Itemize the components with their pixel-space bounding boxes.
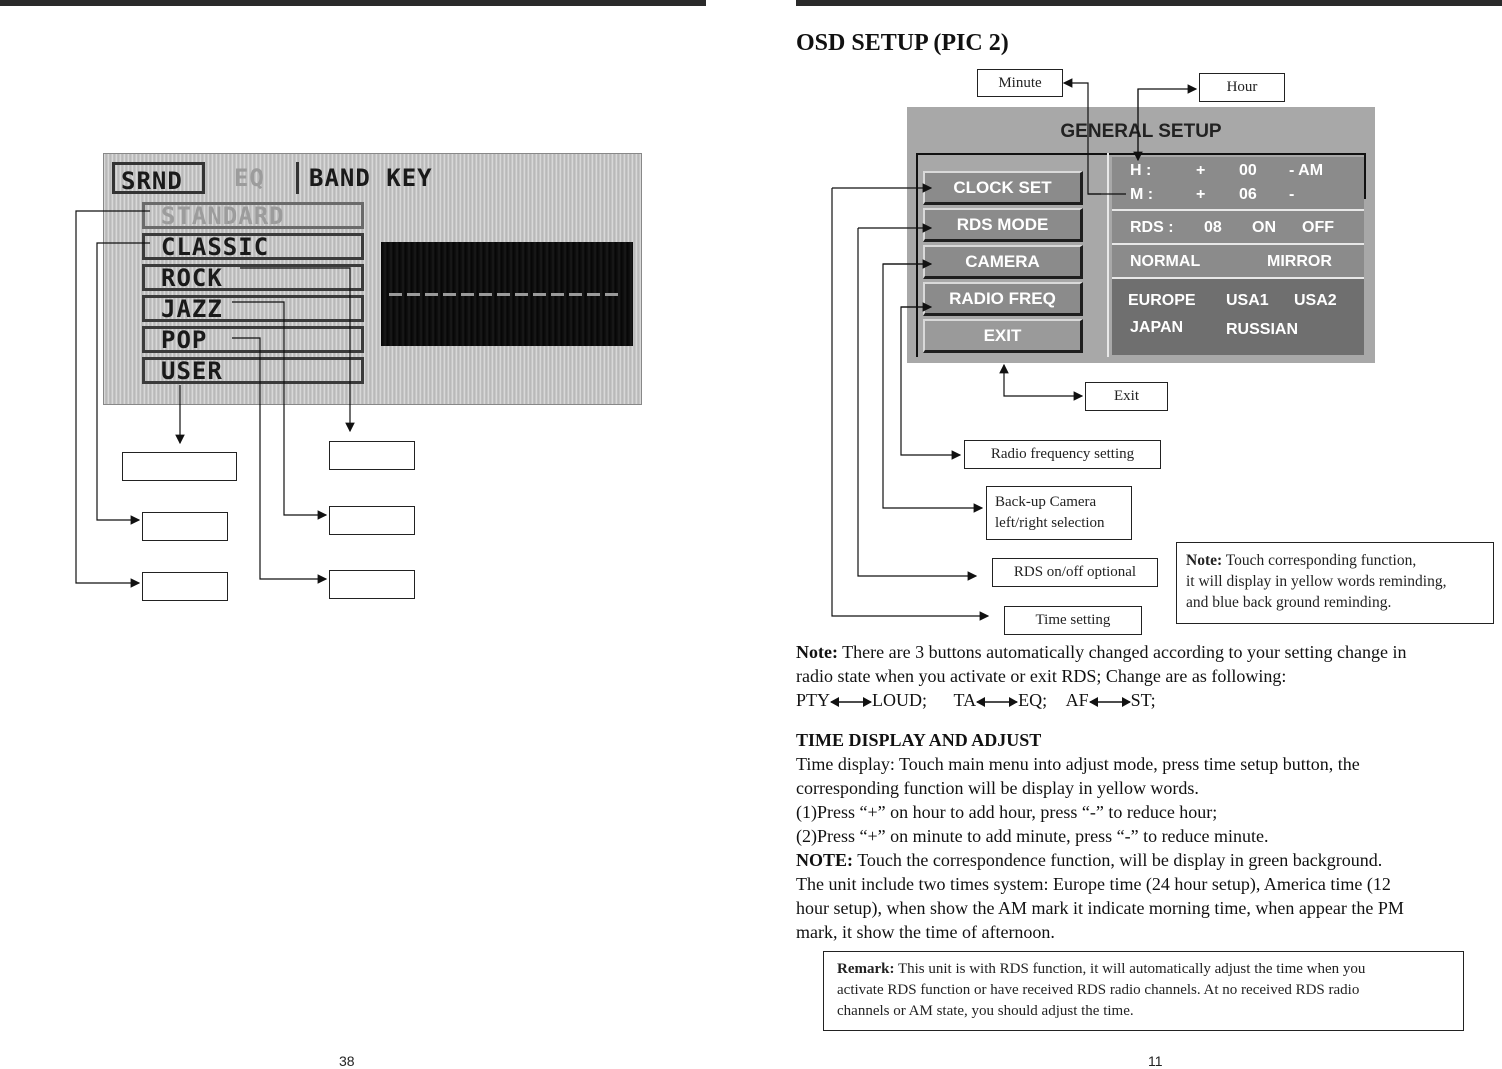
hour-minus-am[interactable]: - AM xyxy=(1289,162,1324,179)
rds-label: RDS : xyxy=(1130,219,1174,236)
time-line4: (2)Press “+” on minute to add minute, press “-” to reduce minute. xyxy=(796,826,1269,846)
camera-normal-button[interactable]: NORMAL xyxy=(1130,253,1201,270)
remark-line2: activate RDS function or have received RDS radio channels. At no received RDS radio xyxy=(837,982,1360,998)
eq-preset-pop[interactable]: POP xyxy=(142,326,364,353)
hour-plus-button[interactable]: + xyxy=(1196,162,1206,179)
time-section-heading: TIME DISPLAY AND ADJUST xyxy=(796,730,1042,750)
note-label: Note: xyxy=(796,642,838,662)
eq-preset-rock[interactable]: ROCK xyxy=(142,264,364,291)
camera-mirror-button[interactable]: MIRROR xyxy=(1267,253,1332,270)
time-line5 xyxy=(796,848,1496,872)
callout-minute: Minute xyxy=(977,69,1063,97)
time-note-label: NOTE: xyxy=(796,850,854,870)
eq-preset-jazz[interactable]: JAZZ xyxy=(142,295,364,322)
rds-on-button[interactable]: ON xyxy=(1252,219,1276,236)
general-setup-title: GENERAL SETUP xyxy=(1060,121,1222,142)
page-number-right: 11 xyxy=(1148,1053,1163,1069)
remark-box xyxy=(823,951,1464,1031)
note-line1 xyxy=(796,640,1496,664)
tab-band-key[interactable]: BAND KEY xyxy=(296,162,433,194)
touch-note-label: Note: xyxy=(1186,552,1223,569)
double-arrow-icon xyxy=(1089,697,1131,707)
touch-note-line3: and blue back ground reminding. xyxy=(1186,594,1392,611)
time-line3: (1)Press “+” on hour to add hour, press “-” to reduce hour; xyxy=(796,802,1218,822)
pair-st: ST; xyxy=(1130,690,1156,710)
remark-label: Remark: xyxy=(837,961,895,977)
minute-label: M : xyxy=(1130,186,1154,203)
minute-value: 06 xyxy=(1239,186,1257,203)
callout-camera-line2: left/right selection xyxy=(995,515,1105,531)
hour-value: 00 xyxy=(1239,162,1257,179)
radio-freq-button[interactable]: RADIO FREQ xyxy=(923,282,1083,316)
minute-plus-button[interactable]: + xyxy=(1196,186,1206,203)
callout-camera-line1: Back-up Camera xyxy=(995,494,1097,510)
page-heading: OSD SETUP (PIC 2) xyxy=(796,30,1009,56)
time-line2: corresponding function will be display in yellow words. xyxy=(796,778,1199,798)
time-line7: hour setup), when show the AM mark it indicate morning time, when appear the PM xyxy=(796,898,1404,918)
pair-pty: PTY xyxy=(796,690,831,710)
rds-mode-button[interactable]: RDS MODE xyxy=(923,208,1083,242)
callout-exit: Exit xyxy=(1085,382,1168,411)
time-line6: The unit include two times system: Europe time (24 hour setup), America time (12 xyxy=(796,874,1391,894)
note-text1: There are 3 buttons automatically changed according to your setting change in xyxy=(837,642,1407,662)
pair-ta: TA xyxy=(953,690,977,710)
exit-button[interactable]: EXIT xyxy=(923,319,1083,353)
rds-off-button[interactable]: OFF xyxy=(1302,219,1334,236)
freq-usa2-button[interactable]: USA2 xyxy=(1294,292,1337,309)
double-arrow-icon xyxy=(976,697,1018,707)
note-line2: radio state when you activate or exit RDS; Change are as following: xyxy=(796,666,1287,686)
time-line8: mark, it show the time of afternoon. xyxy=(796,922,1055,942)
time-note-text: Touch the correspondence function, will be display in green background. xyxy=(853,850,1383,870)
pair-eq: EQ; xyxy=(1018,690,1048,710)
minute-minus-button[interactable]: - xyxy=(1289,186,1295,203)
time-line1: Time display: Touch main menu into adjust mode, press time setup button, the xyxy=(796,754,1360,774)
tab-srnd[interactable]: SRND xyxy=(112,162,205,194)
callout-hour: Hour xyxy=(1199,73,1285,102)
freq-russian-button[interactable]: RUSSIAN xyxy=(1226,321,1299,338)
remark-text1: This unit is with RDS function, it will automatically adjust the time when you xyxy=(894,961,1366,977)
touch-note-text1: Touch corresponding function, xyxy=(1222,552,1417,569)
eq-preset-classic[interactable]: CLASSIC xyxy=(142,233,364,260)
freq-europe-button[interactable]: EUROPE xyxy=(1128,292,1196,309)
page-number-left: 38 xyxy=(339,1053,355,1069)
camera-button[interactable]: CAMERA xyxy=(923,245,1083,279)
eq-preset-standard[interactable]: STANDARD xyxy=(142,202,364,229)
hour-label: H : xyxy=(1130,162,1152,179)
pair-loud: LOUD; xyxy=(872,690,928,710)
time-section xyxy=(796,728,1496,944)
double-arrow-icon xyxy=(830,697,872,707)
eq-preset-user[interactable]: USER xyxy=(142,357,364,384)
callout-time-setting: Time setting xyxy=(1004,606,1142,635)
tab-eq[interactable]: EQ xyxy=(234,164,265,192)
callout-rds: RDS on/off optional xyxy=(992,558,1158,587)
clock-set-button[interactable]: CLOCK SET xyxy=(923,171,1083,205)
callout-radio-frequency: Radio frequency setting xyxy=(964,440,1161,469)
note-pairs xyxy=(796,688,1496,712)
touch-note-line2: it will display in yellow words reminding, xyxy=(1186,573,1447,590)
remark-line1 xyxy=(837,959,1450,980)
left-connector-lines xyxy=(0,0,706,1067)
freq-usa1-button[interactable]: USA1 xyxy=(1226,292,1269,309)
remark-line3: channels or AM state, you should adjust the time. xyxy=(837,1003,1134,1019)
freq-japan-button[interactable]: JAPAN xyxy=(1130,319,1184,336)
note-paragraph xyxy=(796,640,1496,712)
rds-value: 08 xyxy=(1204,219,1222,236)
pair-af: AF xyxy=(1065,690,1089,710)
